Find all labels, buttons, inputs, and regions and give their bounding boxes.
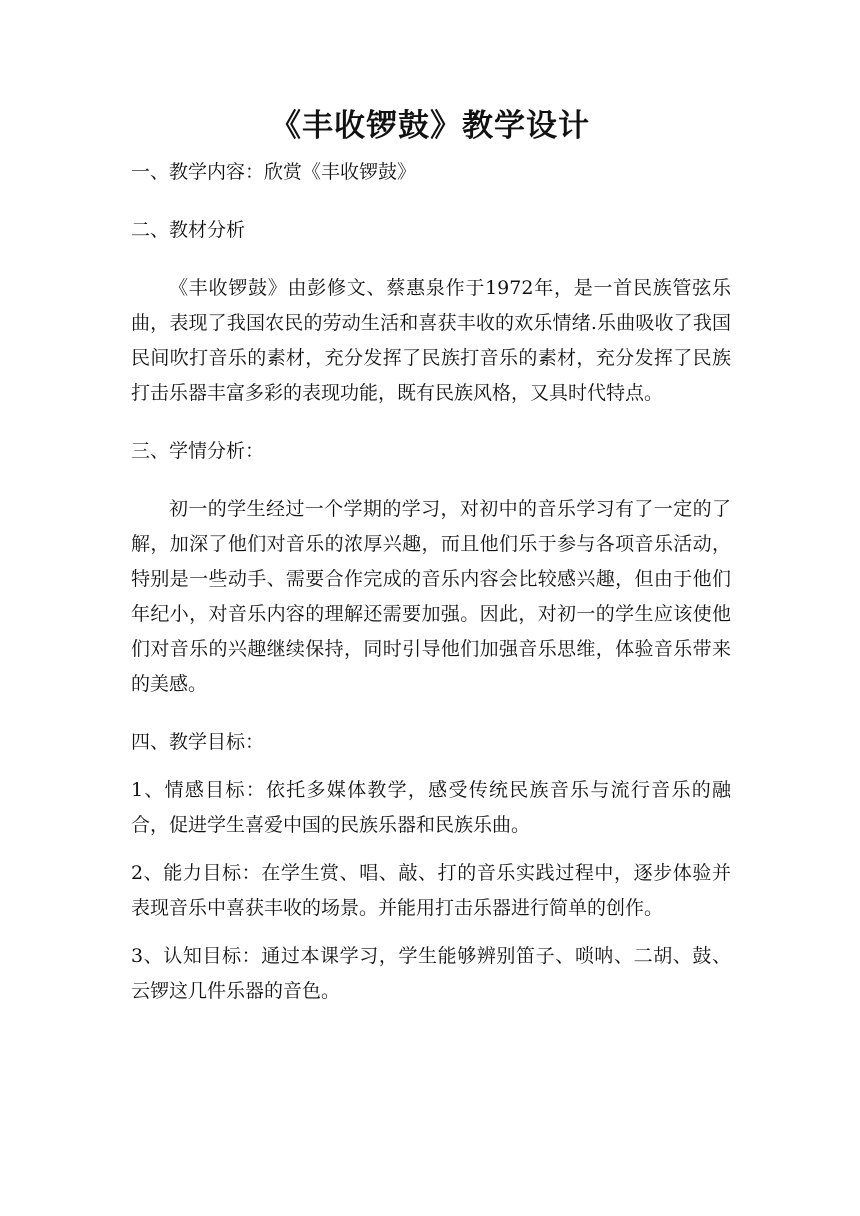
section-teaching-content: 一、教学内容：欣赏《丰收锣鼓》 [131,161,417,183]
section-goals-heading: 四、教学目标： [131,731,265,753]
goal-item-emotion: 1、情感目标：依托多媒体教学，感受传统民族音乐与流行音乐的融合，促进学生喜爱中国的民族乐器和民族乐曲。 [131,779,731,836]
goal-item-cognition: 3、认知目标：通过本课学习，学生能够辨别笛子、唢呐、二胡、鼓、云锣这几件乐器的音色。 [131,945,731,1002]
section-material-analysis-paragraph: 《丰收锣鼓》由彭修文、蔡惠泉作于1972年，是一首民族管弦乐曲，表现了我国农民的劳动生活和喜获丰收的欢乐情绪.乐曲吸收了我国民间吹打音乐的素材，充分发挥了民族打音乐的素材，充分发挥了民族打击乐器丰富多彩的表现功能，既有民族风格，又具时代特点。 [131,277,731,404]
section-student-analysis-heading: 三、学情分析： [131,440,265,462]
section-student-analysis-paragraph: 初一的学生经过一个学期的学习，对初中的音乐学习有了一定的了解，加深了他们对音乐的浓厚兴趣，而且他们乐于参与各项音乐活动，特别是一些动手、需要合作完成的音乐内容会比较感兴趣，但由于他们年纪小，对音乐内容的理解还需要加强。因此，对初一的学生应该使他们对音乐的兴趣继续保持，同时引导他们加强音乐思维，体验音乐带来的美感。 [131,498,731,695]
document-title: 《丰收锣鼓》教学设计 [270,108,590,144]
document-body [131,155,731,1009]
section-material-analysis-heading: 二、教材分析 [131,219,246,241]
goal-item-ability: 2、能力目标：在学生赏、唱、敲、打的音乐实践过程中，逐步体验并表现音乐中喜获丰收的场景。并能用打击乐器进行简单的创作。 [131,862,731,919]
